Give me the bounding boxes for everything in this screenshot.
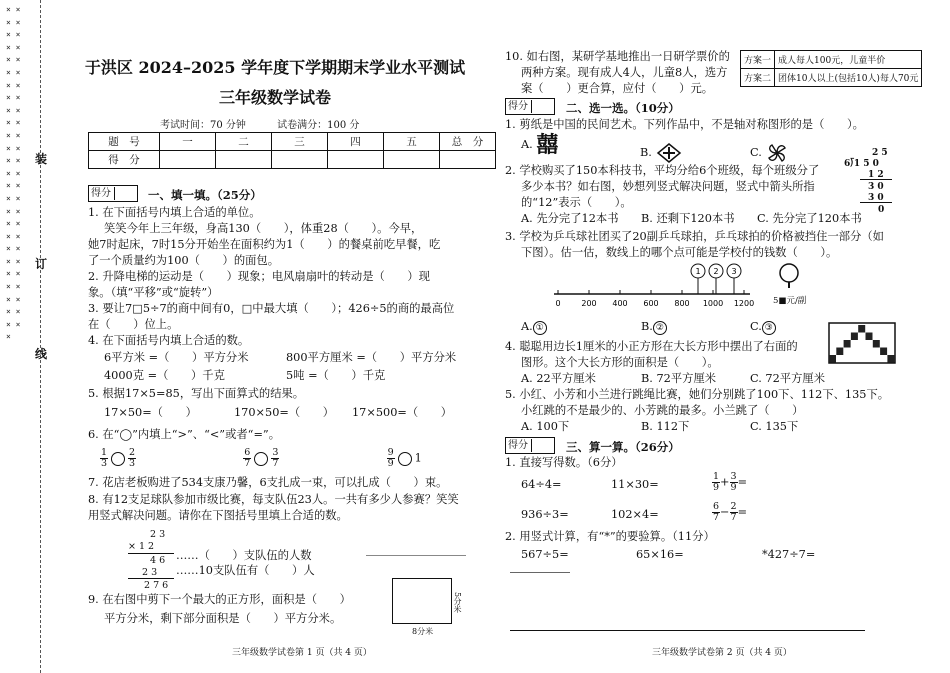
- calc-item: 11×30=: [611, 478, 659, 491]
- score-box-blank[interactable]: [531, 439, 552, 452]
- number-line-tick-label: 0: [555, 299, 561, 308]
- binding-xian: 线: [35, 347, 48, 361]
- division-step: 3 0: [868, 182, 884, 192]
- q1-line2: 她7时起床，7时15分开始坐在面积约为1（ ）的餐桌前吃早餐，吃: [88, 238, 441, 251]
- page-footer-left: 三年级数学试卷第 1 页（共 4 页）: [232, 648, 372, 658]
- mc5-option-b[interactable]: B. 112下: [641, 420, 690, 433]
- division-remainder: 0: [878, 205, 885, 215]
- mc2-option-b[interactable]: B. 还剩下120本书: [641, 212, 735, 225]
- option-label: A.: [521, 320, 533, 333]
- q1-line1: 笑笑今年上三年级，身高130（ ），体重28（ ）。今早，: [104, 222, 423, 235]
- score-cell: 总 分: [440, 133, 496, 151]
- vcalc-item: 567÷5=: [521, 548, 569, 561]
- mc1-stem: 1. 剪纸是中国的民间艺术。下列作品中，不是轴对称图形的是（ ）。: [505, 118, 864, 131]
- mc3-option-b[interactable]: [641, 320, 667, 335]
- q9-stem: 9. 在右图中剪下一个最大的正方形，面积是（ ）: [88, 593, 351, 606]
- staircase-square: [844, 340, 851, 348]
- compare-circle[interactable]: [254, 452, 268, 466]
- binding-margin: [0, 0, 28, 673]
- fraction: $\frac{2}{3}$: [129, 447, 136, 469]
- binding-line: [40, 0, 41, 673]
- staircase-square: [829, 355, 836, 363]
- vmul-2: × 1 2: [128, 541, 155, 552]
- division-quotient: 2 5: [872, 148, 888, 158]
- mc4-line1: 4. 聪聪用边长1厘米的小正方形在大长方形中摆出了右面的: [505, 340, 798, 353]
- mc3-line2: 下图）。估一估，数线上的哪个点可能是学校付的钱数（ ）。: [521, 246, 838, 259]
- number-line-tick-label: 1200: [733, 299, 755, 308]
- paper-cut-icon: 囍: [536, 132, 559, 158]
- q4-stem: 4. 在下面括号内填上合适的数。: [88, 334, 250, 347]
- q5-stem: 5. 根据17×5=85，写出下面算式的结果。: [88, 387, 305, 400]
- staircase-square: [836, 348, 843, 356]
- score-input[interactable]: [160, 151, 216, 169]
- q5-b: 170×50=（ ）: [234, 406, 335, 419]
- q8-stem: 8. 有12支足球队参加市级比赛，每支队伍23人。一共有多少人参赛？笑笑: [88, 493, 459, 506]
- plan-desc: 团体10人以上(包括10人)每人70元: [775, 69, 922, 87]
- score-table: [88, 132, 496, 169]
- mc1-option-a[interactable]: [521, 132, 559, 158]
- q5-c: 17×500=（ ）: [352, 406, 453, 419]
- calc-item: 64÷4=: [521, 478, 562, 491]
- division-step: 1 2: [868, 170, 884, 180]
- mc4-option-c[interactable]: C. 72平方厘米: [750, 372, 825, 385]
- score-cell: 五: [384, 133, 440, 151]
- exam-meta: [160, 116, 359, 131]
- score-input[interactable]: [216, 151, 272, 169]
- vmul-3: 4 6: [150, 555, 166, 566]
- staircase-figure: [828, 322, 898, 366]
- score-input[interactable]: [272, 151, 328, 169]
- score-cell: 题 号: [89, 133, 160, 151]
- binding-marks: × × × × × × × × × × × × × × × × × × × × × × × × × × × × × × × × × × × × × × × × × × × × × × × × × × × × ×: [6, 5, 21, 342]
- q9-line2: 平方分米，剩下部分面积是（ ）平方分米。: [104, 612, 342, 625]
- rect-width-label: 8分米: [412, 627, 434, 636]
- page-footer-right: 三年级数学试卷第 2 页（共 4 页）: [652, 648, 792, 658]
- q10-line3: 案（ ）更合算，应付（ ）元。: [521, 82, 714, 95]
- mc3-line1: 3. 学校为乒乓球社团买了20副乒乓球拍，乒乓球拍的价格被挡住一部分（如: [505, 230, 884, 243]
- q1-stem: 1. 在下面括号内填上合适的单位。: [88, 206, 261, 219]
- q10-line1: 10. 如右图，某研学基地推出一日研学票价的: [505, 50, 730, 63]
- q4-c: 4000克 =（ ）千克: [104, 369, 225, 382]
- rectangle-figure: [392, 578, 452, 624]
- point-marker: ①: [533, 321, 547, 335]
- vmul-label-a: ……（ ）支队伍的人数: [176, 549, 312, 562]
- exam-title: 于洪区 2024–2025 学年度下学期期末学业水平测试: [84, 58, 466, 77]
- staircase-square: [887, 355, 894, 363]
- point-marker: ②: [653, 321, 667, 335]
- staircase-square: [873, 340, 880, 348]
- score-cell: 二: [216, 133, 272, 151]
- number-line-tick-label: 800: [674, 299, 690, 308]
- calc-item-fraction: $\frac{1}{9}$ + $\frac{3}{9}$ =: [713, 471, 748, 493]
- knot-pattern-icon: [656, 142, 682, 164]
- section-2-title: 二、选一选。（10分）: [566, 101, 680, 115]
- fraction: $\frac{9}{9}$: [387, 447, 394, 469]
- option-label: C.: [750, 320, 762, 333]
- division-step: 3 0: [868, 193, 884, 203]
- q2-stem: 2. 升降电梯的运动是（ ）现象；电风扇扇叶的转动是（ ）现: [88, 270, 430, 283]
- mc5-line1: 5. 小红、小芳和小兰进行跳绳比赛，她们分别跳了100下、112下、135下。: [505, 388, 890, 401]
- fraction: $\frac{3}{7}$: [272, 447, 279, 469]
- point-marker: ③: [762, 321, 776, 335]
- mc5-line2: 小红跳的不是最少的、小芳跳的最多。小兰跳了（ ）: [521, 404, 804, 417]
- mc2-option-c[interactable]: C. 先分完了120本书: [757, 212, 862, 225]
- mc2-option-a[interactable]: A. 先分完了12本书: [521, 212, 619, 225]
- q10-line2: 两种方案。现有成人4人，儿童8人，选方: [521, 66, 728, 79]
- page-bottom-rule: [510, 630, 865, 631]
- score-input[interactable]: [440, 151, 496, 169]
- calc-item-fraction: $\frac{6}{7}$ − $\frac{2}{7}$ =: [713, 501, 748, 523]
- number-line-point-label: 2: [713, 267, 719, 276]
- q3-stem: 3. 要让7□5÷7的商中间有0，□中最大填（ ）；426÷5的商的最高位: [88, 302, 455, 315]
- mc1-option-b[interactable]: [640, 142, 682, 164]
- calc2-stem: 2. 用竖式计算，有“*”的要验算。（11分）: [505, 530, 715, 543]
- ticket-plan-table: [740, 50, 922, 87]
- compare-circle[interactable]: [398, 452, 412, 466]
- score-row-header: [89, 133, 496, 151]
- number-line-tick-label: 400: [612, 299, 628, 308]
- price-label: 5■元/副: [773, 296, 807, 306]
- q3-line2: 在（ ）位上。: [88, 318, 179, 331]
- vmul-1: 2 3: [150, 529, 166, 540]
- number-line-tick-label: 200: [581, 299, 597, 308]
- q4-d: 5吨 =（ ）千克: [286, 369, 386, 382]
- number-line-point-label: 3: [731, 267, 737, 276]
- q8-line2: 用竖式解决问题。请你在下图括号里填上合适的数。: [88, 509, 348, 522]
- calc1-stem: 1. 直接写得数。（6分）: [505, 456, 623, 469]
- q2-line2: 象。（填“平移”或“旋转”）: [88, 286, 219, 299]
- vmul-4: 2 3: [142, 567, 158, 578]
- score-box-blank[interactable]: [114, 187, 135, 200]
- q7-stem: 7. 花店老板购进了534支康乃馨，6支扎成一束，可以扎成（ ）束。: [88, 476, 448, 489]
- plan-name: 方案二: [741, 69, 775, 87]
- score-box-label: 得分: [508, 440, 528, 451]
- exam-time: 考试时间：70 分钟: [160, 120, 246, 131]
- score-input[interactable]: [328, 151, 384, 169]
- score-cell: 得 分: [89, 151, 160, 169]
- plan-desc: 成人每人100元，儿童半价: [775, 51, 922, 69]
- plan-name: 方案一: [741, 51, 775, 69]
- q4-b: 800平方厘米 =（ ）平方分米: [286, 351, 457, 364]
- score-box-blank[interactable]: [531, 100, 552, 113]
- exam-full-score: 试卷满分：100 分: [277, 120, 360, 131]
- ping-pong-paddle-icon: [775, 262, 803, 288]
- score-cell: 四: [328, 133, 384, 151]
- staircase-square: [866, 333, 873, 341]
- score-box-label: 得分: [508, 101, 528, 112]
- q1-line3: 了一个质量约为100（ ）的面包。: [88, 254, 280, 267]
- mc2-line2: 多少本书？如右图，妙想列竖式解决问题，竖式中箭头所指: [521, 180, 815, 193]
- score-row-values: [89, 151, 496, 169]
- score-cell: 一: [160, 133, 216, 151]
- fraction: $\frac{1}{3}$: [101, 447, 108, 469]
- section-3-title: 三、算一算。（26分）: [566, 440, 680, 454]
- q6-items: [100, 448, 422, 469]
- score-cell: 三: [272, 133, 328, 151]
- rect-height-label: 5分米: [453, 592, 462, 614]
- number-line-point-label: 1: [695, 267, 701, 276]
- mc2-line3: 的“12”表示（ ）。: [521, 196, 632, 209]
- number-line-tick-label: 1000: [702, 299, 724, 308]
- option-label: B.: [641, 320, 653, 333]
- mc5-option-c[interactable]: C. 135下: [750, 420, 799, 433]
- score-box-label: 得分: [91, 188, 111, 199]
- staircase-square: [851, 333, 858, 341]
- section-1-title: 一、填一填。（25分）: [148, 188, 262, 202]
- mc4-line2: 图形。这个大长方形的面积是（ ）。: [521, 356, 719, 369]
- option-label: C.: [750, 146, 762, 159]
- vcalc-item: 65×16=: [636, 548, 684, 561]
- pinwheel-icon: [765, 142, 789, 164]
- mc2-line1: 2. 学校购买了150本科技书，平均分给6个班级，每个班级分了: [505, 164, 820, 177]
- option-label: B.: [640, 146, 652, 159]
- mc5-option-a[interactable]: A. 100下: [521, 420, 570, 433]
- number: 1: [414, 451, 422, 465]
- mc3-option-a[interactable]: [521, 320, 547, 335]
- score-input[interactable]: [384, 151, 440, 169]
- option-label: A.: [521, 138, 533, 151]
- score-box: [88, 185, 138, 202]
- compare-circle[interactable]: [111, 452, 125, 466]
- answer-line: [510, 572, 570, 573]
- score-box: [505, 437, 555, 454]
- exam-subtitle: 三年级数学试卷: [218, 88, 331, 107]
- binding-zhuang: 装: [35, 152, 48, 166]
- mc1-option-c[interactable]: [750, 142, 789, 164]
- fraction: $\frac{6}{7}$: [244, 447, 251, 469]
- binding-ding: 订: [35, 257, 48, 271]
- staircase-square: [880, 348, 887, 356]
- vmul-5: 2 7 6: [144, 580, 169, 591]
- vcalc-item: *427÷7=: [762, 548, 816, 561]
- answer-line: [366, 555, 466, 556]
- division-rule: [860, 202, 892, 203]
- mc4-option-a[interactable]: A. 22平方厘米: [521, 372, 596, 385]
- division-dividend: 6⟌1 5 0: [844, 159, 879, 169]
- number-line: [540, 262, 810, 310]
- calc-item: 102×4=: [611, 508, 659, 521]
- score-box: [505, 98, 555, 115]
- mc4-option-b[interactable]: B. 72平方厘米: [641, 372, 717, 385]
- q4-a: 6平方米 =（ ）平方分米: [104, 351, 249, 364]
- q6-stem: 6. 在“◯”内填上“>”、“<”或者“=”。: [88, 428, 280, 441]
- calc-item: 936÷3=: [521, 508, 569, 521]
- vmul-label-b: ……10支队伍有（ ）人: [176, 564, 315, 577]
- staircase-square: [858, 325, 865, 333]
- q5-a: 17×50=（ ）: [104, 406, 197, 419]
- mc3-option-c[interactable]: [750, 320, 776, 335]
- number-line-tick-label: 600: [643, 299, 659, 308]
